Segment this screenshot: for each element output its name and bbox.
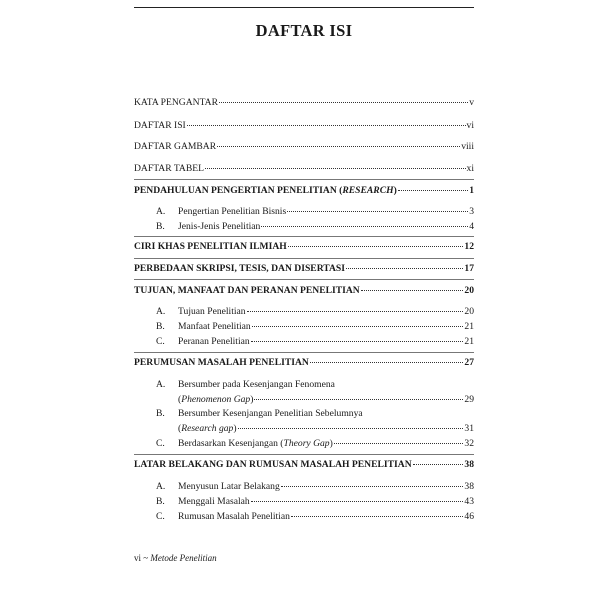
toc-page: xi: [466, 163, 474, 174]
toc-subentry: [156, 321, 474, 333]
toc-label: PENDAHULUAN PENGERTIAN PENELITIAN (RESEARCH): [134, 185, 397, 196]
toc-num: A.: [156, 206, 166, 217]
toc-label: Bersumber pada Kesenjangan Fenomena: [178, 379, 335, 390]
toc-subentry: [156, 206, 474, 218]
toc-page: 29: [464, 394, 474, 405]
toc-label: Tujuan Penelitian: [178, 306, 246, 317]
toc-page: 20: [464, 285, 474, 296]
toc-subentry: [156, 221, 474, 233]
toc-entry: [134, 97, 474, 109]
toc-num: B.: [156, 221, 165, 232]
top-rule: [134, 7, 474, 8]
dot-leader: [252, 326, 464, 327]
toc-subentry: [156, 379, 474, 391]
toc-label: Menyusun Latar Belakang: [178, 481, 280, 492]
toc-page: 3: [469, 206, 474, 217]
dot-leader: [281, 486, 464, 487]
toc-page: 21: [464, 321, 474, 332]
toc-subentry: [156, 306, 474, 318]
footer-book-title: Metode Penelitian: [150, 553, 217, 563]
toc-num: A.: [156, 379, 166, 390]
toc-page: 43: [464, 496, 474, 507]
dot-leader: [291, 516, 463, 517]
dot-leader: [238, 428, 464, 429]
dot-leader: [205, 168, 466, 169]
toc-label: (Phenomenon Gap): [178, 394, 254, 405]
separator: [134, 352, 474, 353]
toc-label: PERBEDAAN SKRIPSI, TESIS, DAN DISERTASI: [134, 263, 345, 274]
dot-leader: [247, 311, 464, 312]
toc-label: LATAR BELAKANG DAN RUMUSAN MASALAH PENELITIAN: [134, 459, 412, 470]
toc-page: 1: [469, 185, 474, 196]
dot-leader: [251, 501, 464, 502]
toc-label: Peranan Penelitian: [178, 336, 250, 347]
toc-page: 27: [464, 357, 474, 368]
toc-label: (Research gap): [178, 423, 237, 434]
toc-num: A.: [156, 481, 166, 492]
toc-num: C.: [156, 511, 165, 522]
dot-leader: [287, 211, 468, 212]
toc-page: 46: [464, 511, 474, 522]
page-footer: [134, 553, 217, 563]
dot-leader: [288, 246, 464, 247]
toc-page: 21: [464, 336, 474, 347]
toc-label: DAFTAR TABEL: [134, 163, 204, 174]
toc-entry: [134, 163, 474, 175]
toc-label: CIRI KHAS PENELITIAN ILMIAH: [134, 241, 287, 252]
toc-subentry-cont: [178, 394, 474, 406]
toc-num: B.: [156, 321, 165, 332]
dot-leader: [187, 125, 466, 126]
toc-page: 12: [464, 241, 474, 252]
dot-leader: [219, 102, 468, 103]
toc-num: C.: [156, 336, 165, 347]
toc-page: 31: [464, 423, 474, 434]
dot-leader: [254, 399, 463, 400]
toc-subentry: [156, 496, 474, 508]
toc-page: 38: [464, 459, 474, 470]
dot-leader: [261, 226, 468, 227]
toc-subentry: [156, 511, 474, 523]
toc-chapter: [134, 285, 474, 297]
toc-num: B.: [156, 408, 165, 419]
dot-leader: [346, 268, 463, 269]
dot-leader: [251, 341, 464, 342]
toc-label: KATA PENGANTAR: [134, 97, 219, 108]
dot-leader: [334, 443, 464, 444]
toc-label: DAFTAR GAMBAR: [134, 141, 217, 152]
toc-chapter: [134, 263, 474, 275]
toc-page: 17: [464, 263, 474, 274]
toc-entry: [134, 141, 474, 153]
separator: [134, 454, 474, 455]
toc-page: 4: [469, 221, 474, 232]
toc-page: v: [469, 97, 474, 108]
toc-subentry: [156, 438, 474, 450]
dot-leader: [361, 290, 464, 291]
toc-page: 38: [464, 481, 474, 492]
dot-leader: [310, 362, 464, 363]
toc-label: Menggali Masalah: [178, 496, 250, 507]
separator: [134, 179, 474, 180]
toc-label: Jenis-Jenis Penelitian: [178, 221, 261, 232]
page-title: DAFTAR ISI: [255, 21, 353, 40]
toc-page: 20: [464, 306, 474, 317]
separator: [134, 258, 474, 259]
toc-subentry-cont: [178, 423, 474, 435]
toc-label: Pengertian Penelitian Bisnis: [178, 206, 287, 217]
toc-num: C.: [156, 438, 165, 449]
toc-label: Berdasarkan Kesenjangan (Theory Gap): [178, 438, 333, 449]
toc-chapter: [134, 357, 474, 369]
toc-chapter: [134, 241, 474, 253]
toc-num: A.: [156, 306, 166, 317]
dot-leader: [398, 190, 468, 191]
toc-label: DAFTAR ISI: [134, 120, 186, 131]
toc-chapter: [134, 459, 474, 471]
toc-label: Manfaat Penelitian: [178, 321, 251, 332]
toc-label: Bersumber Kesenjangan Penelitian Sebelumnya: [178, 408, 363, 419]
separator: [134, 279, 474, 280]
toc-num: B.: [156, 496, 165, 507]
toc-label: Rumusan Masalah Penelitian: [178, 511, 290, 522]
toc-page: 32: [464, 438, 474, 449]
toc-label: PERUMUSAN MASALAH PENELITIAN: [134, 357, 309, 368]
toc-chapter: [134, 185, 474, 197]
dot-leader: [217, 146, 460, 147]
toc-label: TUJUAN, MANFAAT DAN PERANAN PENELITIAN: [134, 285, 360, 296]
toc-page: vi: [466, 120, 474, 131]
toc-subentry: [156, 481, 474, 493]
footer-page-number: vi ~: [134, 553, 149, 563]
dot-leader: [413, 464, 464, 465]
toc-subentry: [156, 408, 474, 420]
toc-entry: [134, 120, 474, 132]
separator: [134, 236, 474, 237]
toc-page: viii: [461, 141, 474, 152]
toc-subentry: [156, 336, 474, 348]
